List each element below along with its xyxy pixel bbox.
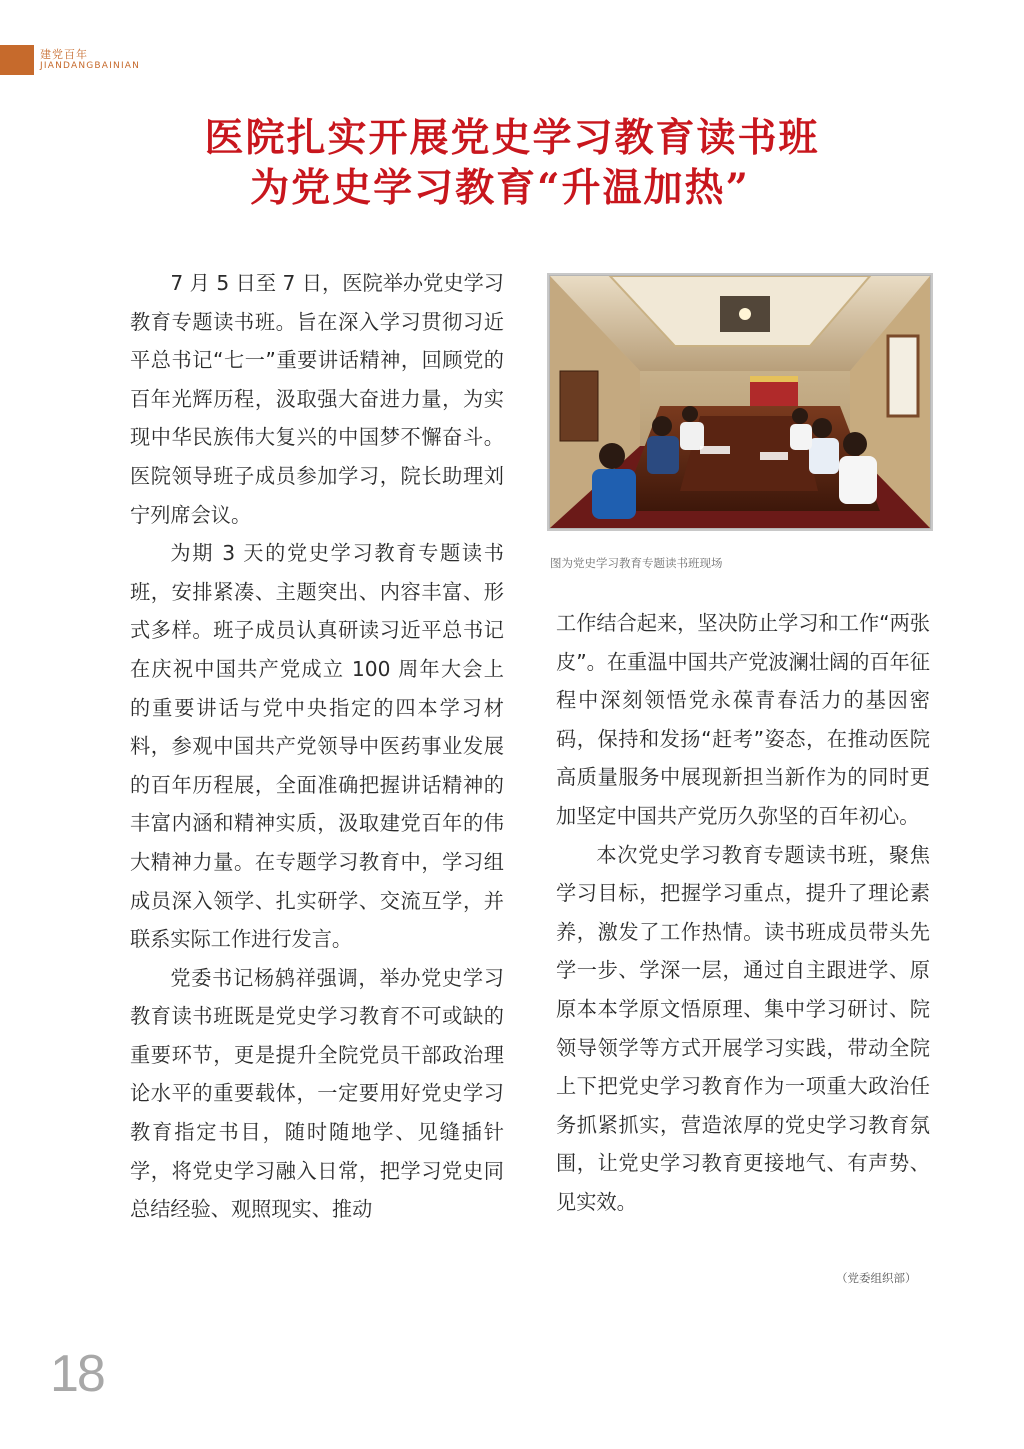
article-title-line2: 为党史学习教育“升温加热”: [250, 165, 750, 211]
page-number: 18: [50, 1345, 104, 1403]
paragraph: 为期 3 天的党史学习教育专题读书班，安排紧凑、主题突出、内容丰富、形式多样。班子成员认真研读习近平总书记在庆祝中国共产党成立 100 周年大会上的重要讲话与党中央指定的四本学习材料，参观中国共产党领导中医药事业发展的百年历程展，全面准确把握讲话精神的丰富内涵和精神实质，汲取建党百年的伟大精神力量。在专题学习教育中，学习组成员深入领学、扎实研学、交流互学，并联系实际工作进行发言。: [130, 541, 504, 952]
paragraph: 党委书记杨鸫祥强调，举办党史学习教育读书班既是党史学习教育不可或缺的重要环节，更是提升全院党员干部政治理论水平的重要载体，一定要用好党史学习教育指定书目，随时随地学、见缝插针学，将党史学习融入日常，把学习党史同总结经验、观照现实、推动: [130, 965, 504, 1222]
section-title: 建党百年: [40, 48, 88, 61]
meeting-room-illustration: [550, 276, 930, 528]
paragraph: 7 月 5 日至 7 日，医院举办党史学习教育专题读书班。旨在深入学习贯彻习近平总书记“七一”重要讲话精神，回顾党的百年光辉历程，汲取强大奋进力量，为实现中华民族伟大复兴的中国梦不懈奋斗。医院领导班子成员参加学习，院长助理刘宁列席会议。: [130, 271, 504, 527]
meeting-photo: [549, 275, 931, 529]
section-color-block: [0, 45, 34, 75]
author-credit: （党委组织部）: [836, 1271, 917, 1285]
paragraph: 本次党史学习教育专题读书班，聚焦学习目标，把握学习重点，提升了理论素养，激发了工作热情。读书班成员带头先学一步、学深一层，通过自主跟进学、原原本本学原文悟原理、集中学习研讨、院领导领学等方式开展学习实践，带动全院上下把党史学习教育作为一项重大政治任务抓紧抓实，营造浓厚的党史学习教育氛围，让党史学习教育更接地气、有声势、见实效。: [556, 842, 930, 1214]
photo-caption: 图为党史学习教育专题读书班现场: [550, 556, 723, 570]
paragraph: 工作结合起来，坚决防止学习和工作“两张皮”。在重温中国共产党波澜壮阔的百年征程中深刻领悟党永葆青春活力的基因密码，保持和发扬“赶考”姿态，在推动医院高质量服务中展现新担当新作为的同时更加坚定中国共产党历久弥坚的百年初心。: [556, 611, 930, 828]
article-left-column: [130, 264, 504, 1229]
article-right-column: [556, 604, 930, 1222]
article-title-line1: 医院扎实开展党史学习教育读书班: [204, 115, 820, 161]
section-pinyin: JIANDANGBAINIAN: [40, 61, 141, 71]
